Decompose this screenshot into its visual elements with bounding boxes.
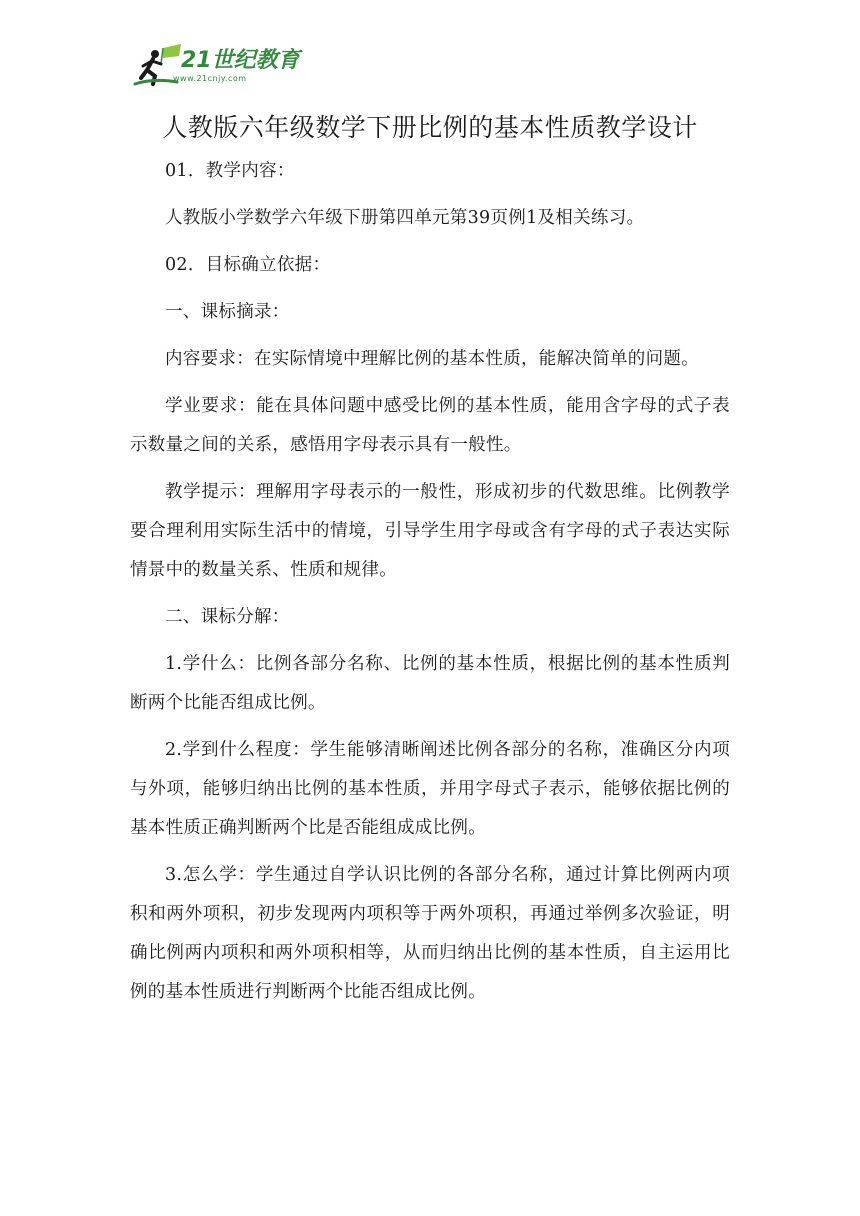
paragraph-content-requirement: 内容要求：在实际情境中理解比例的基本性质，能解决简单的问题。 [165,349,699,369]
paragraph-academic-requirement: 学业要求：能在具体问题中感受比例的基本性质，能用含字母的式子表示数量之间的关系，感悟用字母表示具有一般性。 [130,396,730,455]
paragraph-what-to-learn: 1.学什么：比例各部分名称、比例的基本性质，根据比例的基本性质判断两个比能否组成比例。 [130,654,730,713]
logo-url-text: www.21cnjy.com [173,74,247,83]
section-heading-basis: 02．目标确立依据： [165,255,331,275]
subheading-curriculum-excerpt: 一、课标摘录： [165,302,290,322]
subheading-curriculum-breakdown: 二、课标分解： [165,607,290,627]
paragraph-how-to-learn: 3.怎么学：学生通过自学认识比例的各部分名称，通过计算比例两内项积和两外项积，初步发现两内项积等于两外项积，再通过举例多次验证，明确比例两内项积和两外项积相等，从而归纳出比例的基本性质，自主运用比例的基本性质进行判断两个比能否组成比例。 [130,865,730,1002]
paragraph-learning-depth: 2.学到什么程度：学生能够清晰阐述比例各部分的名称，准确区分内项与外项，能够归纳出比例的基本性质，并用字母式子表示，能够依据比例的基本性质正确判断两个比是否能组成成比例。 [130,740,730,838]
document-body [130,152,730,1012]
paragraph-teaching-tips: 教学提示：理解用字母表示的一般性，形成初步的代数思维。比例教学要合理利用实际生活中的情境，引导学生用字母或含有字母的式子表达实际情景中的数量关系、性质和规律。 [130,482,730,580]
logo-brand-text: 21世纪教育 [181,48,300,73]
section-heading-teaching-content: 01．教学内容： [165,161,295,181]
logo [133,44,303,90]
paragraph-teaching-content: 人教版小学数学六年级下册第四单元第39页例1及相关练习。 [165,208,645,228]
document-title: 人教版六年级数学下册比例的基本性质教学设计 [162,113,698,142]
